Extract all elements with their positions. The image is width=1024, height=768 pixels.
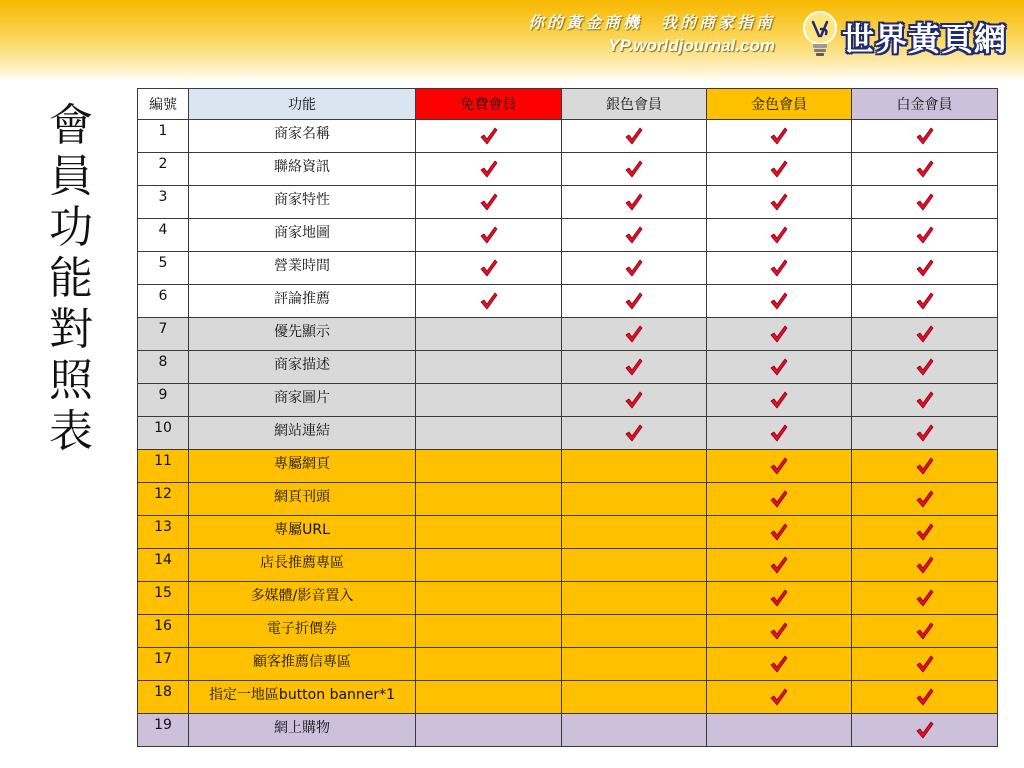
table-row xyxy=(138,582,998,615)
side-title-char: 照 xyxy=(49,355,93,406)
tier-cell xyxy=(416,615,562,648)
site-logo-text[interactable]: 世界黃頁網 xyxy=(842,20,1008,58)
side-title-char: 員 xyxy=(49,151,93,202)
red-checkmark-icon xyxy=(769,192,789,212)
tier-cell xyxy=(852,582,998,615)
red-checkmark-icon xyxy=(624,324,644,344)
red-checkmark-icon xyxy=(915,192,935,212)
row-feature: 評論推薦 xyxy=(189,285,416,318)
red-checkmark-icon xyxy=(479,159,499,179)
tier-cell xyxy=(416,351,562,384)
red-checkmark-icon xyxy=(769,423,789,443)
tier-cell xyxy=(707,120,852,153)
row-number: 18 xyxy=(138,681,189,714)
tier-cell xyxy=(852,318,998,351)
tier-cell xyxy=(416,648,562,681)
table-body xyxy=(138,120,998,747)
row-feature: 店長推薦專區 xyxy=(189,549,416,582)
table-row xyxy=(138,120,998,153)
table-row xyxy=(138,351,998,384)
tier-cell xyxy=(416,219,562,252)
tier-cell xyxy=(416,450,562,483)
red-checkmark-icon xyxy=(624,291,644,311)
tier-cell xyxy=(562,516,707,549)
row-number: 13 xyxy=(138,516,189,549)
row-feature: 營業時間 xyxy=(189,252,416,285)
tier-cell xyxy=(562,681,707,714)
row-number: 3 xyxy=(138,186,189,219)
tier-cell xyxy=(562,648,707,681)
tier-cell xyxy=(562,252,707,285)
table-row xyxy=(138,384,998,417)
header-feature: 功能 xyxy=(189,89,416,120)
tier-cell xyxy=(562,219,707,252)
red-checkmark-icon xyxy=(624,423,644,443)
row-feature: 優先顯示 xyxy=(189,318,416,351)
tier-cell xyxy=(562,483,707,516)
row-feature: 網上購物 xyxy=(189,714,416,747)
side-title xyxy=(46,100,96,457)
red-checkmark-icon xyxy=(769,324,789,344)
red-checkmark-icon xyxy=(624,192,644,212)
tier-cell xyxy=(416,417,562,450)
tier-cell xyxy=(707,483,852,516)
table-header-row xyxy=(138,89,998,120)
header-gold-member: 金色會員 xyxy=(707,89,852,120)
table-row xyxy=(138,483,998,516)
tier-cell xyxy=(852,714,998,747)
row-number: 6 xyxy=(138,285,189,318)
tier-cell xyxy=(416,549,562,582)
red-checkmark-icon xyxy=(915,654,935,674)
tier-cell xyxy=(852,153,998,186)
row-number: 17 xyxy=(138,648,189,681)
red-checkmark-icon xyxy=(915,489,935,509)
tier-cell xyxy=(707,252,852,285)
row-number: 4 xyxy=(138,219,189,252)
red-checkmark-icon xyxy=(915,621,935,641)
tier-cell xyxy=(416,582,562,615)
tier-cell xyxy=(562,285,707,318)
red-checkmark-icon xyxy=(624,159,644,179)
tier-cell xyxy=(562,714,707,747)
red-checkmark-icon xyxy=(769,258,789,278)
row-feature: 商家特性 xyxy=(189,186,416,219)
red-checkmark-icon xyxy=(624,258,644,278)
row-feature: 商家名稱 xyxy=(189,120,416,153)
red-checkmark-icon xyxy=(624,357,644,377)
tier-cell xyxy=(416,714,562,747)
red-checkmark-icon xyxy=(915,423,935,443)
red-checkmark-icon xyxy=(915,687,935,707)
row-number: 7 xyxy=(138,318,189,351)
tier-cell xyxy=(707,681,852,714)
red-checkmark-icon xyxy=(769,159,789,179)
row-feature: 商家圖片 xyxy=(189,384,416,417)
red-checkmark-icon xyxy=(769,489,789,509)
red-checkmark-icon xyxy=(624,225,644,245)
red-checkmark-icon xyxy=(915,720,935,740)
red-checkmark-icon xyxy=(915,225,935,245)
red-checkmark-icon xyxy=(769,654,789,674)
red-checkmark-icon xyxy=(769,357,789,377)
tier-cell xyxy=(852,549,998,582)
tier-cell xyxy=(562,318,707,351)
tier-cell xyxy=(852,648,998,681)
row-feature: 網站連結 xyxy=(189,417,416,450)
table-row xyxy=(138,153,998,186)
tier-cell xyxy=(707,186,852,219)
tier-cell xyxy=(416,483,562,516)
row-number: 5 xyxy=(138,252,189,285)
row-feature: 電子折價券 xyxy=(189,615,416,648)
tier-cell xyxy=(562,615,707,648)
side-title-char: 會 xyxy=(49,100,93,151)
table-row xyxy=(138,549,998,582)
tier-cell xyxy=(416,153,562,186)
red-checkmark-icon xyxy=(479,258,499,278)
header-slogan: 你的黃金商機 我的商家指南 xyxy=(527,13,775,32)
red-checkmark-icon xyxy=(479,225,499,245)
row-number: 8 xyxy=(138,351,189,384)
table-row xyxy=(138,615,998,648)
red-checkmark-icon xyxy=(915,258,935,278)
tier-cell xyxy=(852,285,998,318)
membership-comparison-table xyxy=(137,88,998,747)
table-row xyxy=(138,681,998,714)
tier-cell xyxy=(707,153,852,186)
row-number: 2 xyxy=(138,153,189,186)
red-checkmark-icon xyxy=(915,555,935,575)
tier-cell xyxy=(852,252,998,285)
table-row xyxy=(138,516,998,549)
red-checkmark-icon xyxy=(769,522,789,542)
row-number: 10 xyxy=(138,417,189,450)
tier-cell xyxy=(707,516,852,549)
header-silver-member: 銀色會員 xyxy=(562,89,707,120)
site-url[interactable]: YP.worldjournal.com xyxy=(608,36,775,55)
row-number: 12 xyxy=(138,483,189,516)
tier-cell xyxy=(852,483,998,516)
tier-cell xyxy=(416,318,562,351)
tier-cell xyxy=(562,186,707,219)
side-title-char: 能 xyxy=(49,253,93,304)
tier-cell xyxy=(416,252,562,285)
red-checkmark-icon xyxy=(915,522,935,542)
row-feature: 網頁刊頭 xyxy=(189,483,416,516)
tier-cell xyxy=(562,384,707,417)
red-checkmark-icon xyxy=(769,225,789,245)
table-row xyxy=(138,648,998,681)
red-checkmark-icon xyxy=(769,687,789,707)
tier-cell xyxy=(562,582,707,615)
row-feature: 指定一地區button banner*1 xyxy=(189,681,416,714)
tier-cell xyxy=(562,549,707,582)
red-checkmark-icon xyxy=(915,357,935,377)
tier-cell xyxy=(707,714,852,747)
tier-cell xyxy=(562,351,707,384)
tier-cell xyxy=(707,582,852,615)
tier-cell xyxy=(707,450,852,483)
tier-cell xyxy=(416,120,562,153)
row-feature: 顧客推薦信專區 xyxy=(189,648,416,681)
table-row xyxy=(138,318,998,351)
tier-cell xyxy=(852,384,998,417)
row-number: 14 xyxy=(138,549,189,582)
red-checkmark-icon xyxy=(769,126,789,146)
red-checkmark-icon xyxy=(915,390,935,410)
red-checkmark-icon xyxy=(479,291,499,311)
red-checkmark-icon xyxy=(479,192,499,212)
side-title-char: 表 xyxy=(49,406,93,457)
tier-cell xyxy=(707,384,852,417)
table-row xyxy=(138,285,998,318)
red-checkmark-icon xyxy=(769,291,789,311)
lightbulb-yp-icon xyxy=(802,10,838,58)
side-title-char: 對 xyxy=(49,304,93,355)
row-feature: 專屬網頁 xyxy=(189,450,416,483)
table-row xyxy=(138,219,998,252)
table-row xyxy=(138,186,998,219)
row-number: 16 xyxy=(138,615,189,648)
red-checkmark-icon xyxy=(915,159,935,179)
row-feature: 聯絡資訊 xyxy=(189,153,416,186)
red-checkmark-icon xyxy=(769,456,789,476)
tier-cell xyxy=(416,285,562,318)
tier-cell xyxy=(416,681,562,714)
header-platinum-member: 白金會員 xyxy=(852,89,998,120)
tier-cell xyxy=(707,417,852,450)
header-number: 編號 xyxy=(138,89,189,120)
tier-cell xyxy=(562,120,707,153)
row-feature: 商家地圖 xyxy=(189,219,416,252)
red-checkmark-icon xyxy=(769,555,789,575)
tier-cell xyxy=(852,615,998,648)
red-checkmark-icon xyxy=(915,126,935,146)
tier-cell xyxy=(562,153,707,186)
tier-cell xyxy=(416,516,562,549)
row-feature: 專屬URL xyxy=(189,516,416,549)
red-checkmark-icon xyxy=(624,390,644,410)
table-row xyxy=(138,252,998,285)
tier-cell xyxy=(852,219,998,252)
red-checkmark-icon xyxy=(915,588,935,608)
table-row xyxy=(138,714,998,747)
tier-cell xyxy=(416,186,562,219)
red-checkmark-icon xyxy=(624,126,644,146)
row-number: 1 xyxy=(138,120,189,153)
row-feature: 多媒體/影音置入 xyxy=(189,582,416,615)
header-banner xyxy=(0,0,1024,82)
tier-cell xyxy=(852,681,998,714)
tier-cell xyxy=(707,219,852,252)
row-feature: 商家描述 xyxy=(189,351,416,384)
red-checkmark-icon xyxy=(915,456,935,476)
tier-cell xyxy=(562,450,707,483)
side-title-char: 功 xyxy=(49,202,93,253)
tier-cell xyxy=(852,417,998,450)
tier-cell xyxy=(852,186,998,219)
tier-cell xyxy=(562,417,707,450)
row-number: 11 xyxy=(138,450,189,483)
red-checkmark-icon xyxy=(769,390,789,410)
tier-cell xyxy=(852,516,998,549)
tier-cell xyxy=(852,120,998,153)
table-row xyxy=(138,417,998,450)
red-checkmark-icon xyxy=(769,588,789,608)
tier-cell xyxy=(852,351,998,384)
header-free-member: 免費會員 xyxy=(416,89,562,120)
red-checkmark-icon xyxy=(479,126,499,146)
red-checkmark-icon xyxy=(915,291,935,311)
table-row xyxy=(138,450,998,483)
red-checkmark-icon xyxy=(915,324,935,344)
tier-cell xyxy=(707,351,852,384)
row-number: 15 xyxy=(138,582,189,615)
tier-cell xyxy=(707,615,852,648)
tier-cell xyxy=(707,285,852,318)
row-number: 19 xyxy=(138,714,189,747)
tier-cell xyxy=(416,384,562,417)
tier-cell xyxy=(707,318,852,351)
tier-cell xyxy=(707,549,852,582)
tier-cell xyxy=(852,450,998,483)
red-checkmark-icon xyxy=(769,621,789,641)
row-number: 9 xyxy=(138,384,189,417)
tier-cell xyxy=(707,648,852,681)
